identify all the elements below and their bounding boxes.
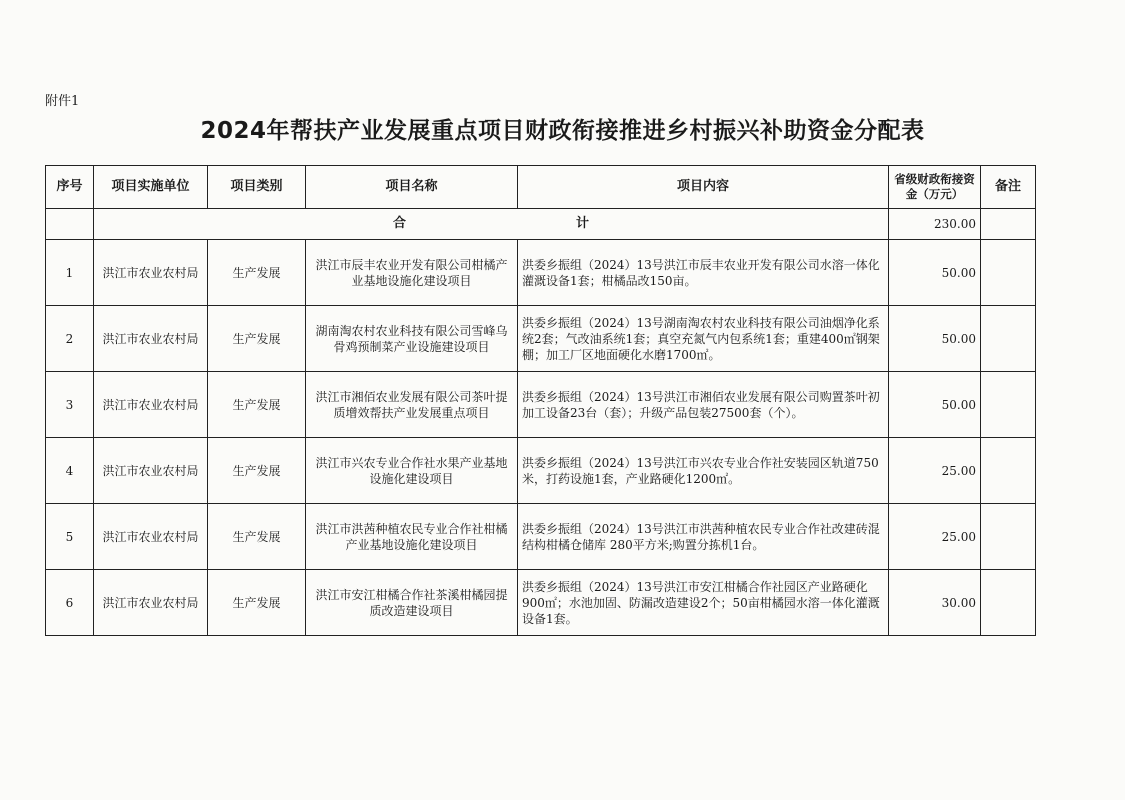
row-category: 生产发展 xyxy=(208,306,306,372)
row-category: 生产发展 xyxy=(208,438,306,504)
row-seq: 6 xyxy=(46,570,94,636)
total-label xyxy=(94,209,889,240)
header-row xyxy=(46,166,1036,209)
row-unit: 洪江市农业农村局 xyxy=(94,438,208,504)
header-name: 项目名称 xyxy=(306,166,518,209)
table-row xyxy=(46,504,1036,570)
total-row xyxy=(46,209,1036,240)
total-label-right: 计 xyxy=(576,216,590,231)
attachment-label: 附件1 xyxy=(45,94,80,109)
row-category: 生产发展 xyxy=(208,570,306,636)
row-category: 生产发展 xyxy=(208,504,306,570)
row-remark xyxy=(981,438,1036,504)
table-row xyxy=(46,372,1036,438)
row-project-name: 洪江市兴农专业合作社水果产业基地设施化建设项目 xyxy=(306,438,518,504)
row-amount: 50.00 xyxy=(889,372,981,438)
row-project-content: 洪委乡振组（2024）13号洪江市洪茜种植农民专业合作社改建砖混结构柑橘仓储库 280平方米;购置分拣机1台。 xyxy=(518,504,889,570)
row-project-name: 洪江市洪茜种植农民专业合作社柑橘产业基地设施化建设项目 xyxy=(306,504,518,570)
row-seq: 2 xyxy=(46,306,94,372)
row-category: 生产发展 xyxy=(208,240,306,306)
total-label-left: 合 xyxy=(392,216,406,231)
header-category: 项目类别 xyxy=(208,166,306,209)
row-project-content: 洪委乡振组（2024）13号湖南淘农村农业科技有限公司油烟净化系统2套；气改油系统1套；真空充氮气内包系统1套；重建400㎡钢架棚；加工厂区地面硬化水磨1700㎡。 xyxy=(518,306,889,372)
header-amount: 省级财政衔接资金（万元） xyxy=(889,166,981,209)
row-project-name: 湖南淘农村农业科技有限公司雪峰乌骨鸡预制菜产业设施建设项目 xyxy=(306,306,518,372)
row-category: 生产发展 xyxy=(208,372,306,438)
row-remark xyxy=(981,570,1036,636)
total-amount: 230.00 xyxy=(889,209,981,240)
row-amount: 50.00 xyxy=(889,306,981,372)
row-unit: 洪江市农业农村局 xyxy=(94,372,208,438)
table-row xyxy=(46,306,1036,372)
row-project-name: 洪江市辰丰农业开发有限公司柑橘产业基地设施化建设项目 xyxy=(306,240,518,306)
row-amount: 25.00 xyxy=(889,504,981,570)
row-remark xyxy=(981,306,1036,372)
row-remark xyxy=(981,504,1036,570)
row-unit: 洪江市农业农村局 xyxy=(94,306,208,372)
row-project-content: 洪委乡振组（2024）13号洪江市兴农专业合作社安装园区轨道750米，打药设施1套，产业路硬化1200㎡。 xyxy=(518,438,889,504)
total-remark xyxy=(981,209,1036,240)
row-unit: 洪江市农业农村局 xyxy=(94,504,208,570)
row-remark xyxy=(981,372,1036,438)
header-content: 项目内容 xyxy=(518,166,889,209)
row-project-content: 洪委乡振组（2024）13号洪江市湘佰农业发展有限公司购置茶叶初加工设备23台（套）；升级产品包装27500套（个）。 xyxy=(518,372,889,438)
row-unit: 洪江市农业农村局 xyxy=(94,240,208,306)
table-row xyxy=(46,240,1036,306)
row-unit: 洪江市农业农村局 xyxy=(94,570,208,636)
row-amount: 30.00 xyxy=(889,570,981,636)
row-amount: 25.00 xyxy=(889,438,981,504)
total-seq-cell xyxy=(46,209,94,240)
row-seq: 1 xyxy=(46,240,94,306)
row-project-name: 洪江市湘佰农业发展有限公司茶叶提质增效帮扶产业发展重点项目 xyxy=(306,372,518,438)
header-unit: 项目实施单位 xyxy=(94,166,208,209)
row-project-name: 洪江市安江柑橘合作社茶溪柑橘园提质改造建设项目 xyxy=(306,570,518,636)
row-seq: 4 xyxy=(46,438,94,504)
allocation-table xyxy=(45,165,1036,636)
row-seq: 3 xyxy=(46,372,94,438)
row-remark xyxy=(981,240,1036,306)
table-row xyxy=(46,438,1036,504)
document-title: 2024年帮扶产业发展重点项目财政衔接推进乡村振兴补助资金分配表 xyxy=(200,118,925,144)
row-project-content: 洪委乡振组（2024）13号洪江市辰丰农业开发有限公司水溶一体化灌溉设备1套；柑橘品改150亩。 xyxy=(518,240,889,306)
header-seq: 序号 xyxy=(46,166,94,209)
row-seq: 5 xyxy=(46,504,94,570)
header-remark: 备注 xyxy=(981,166,1036,209)
row-amount: 50.00 xyxy=(889,240,981,306)
row-project-content: 洪委乡振组（2024）13号洪江市安江柑橘合作社园区产业路硬化900㎡；水池加固、防漏改造建设2个；50亩柑橘园水溶一体化灌溉设备1套。 xyxy=(518,570,889,636)
table-row xyxy=(46,570,1036,636)
